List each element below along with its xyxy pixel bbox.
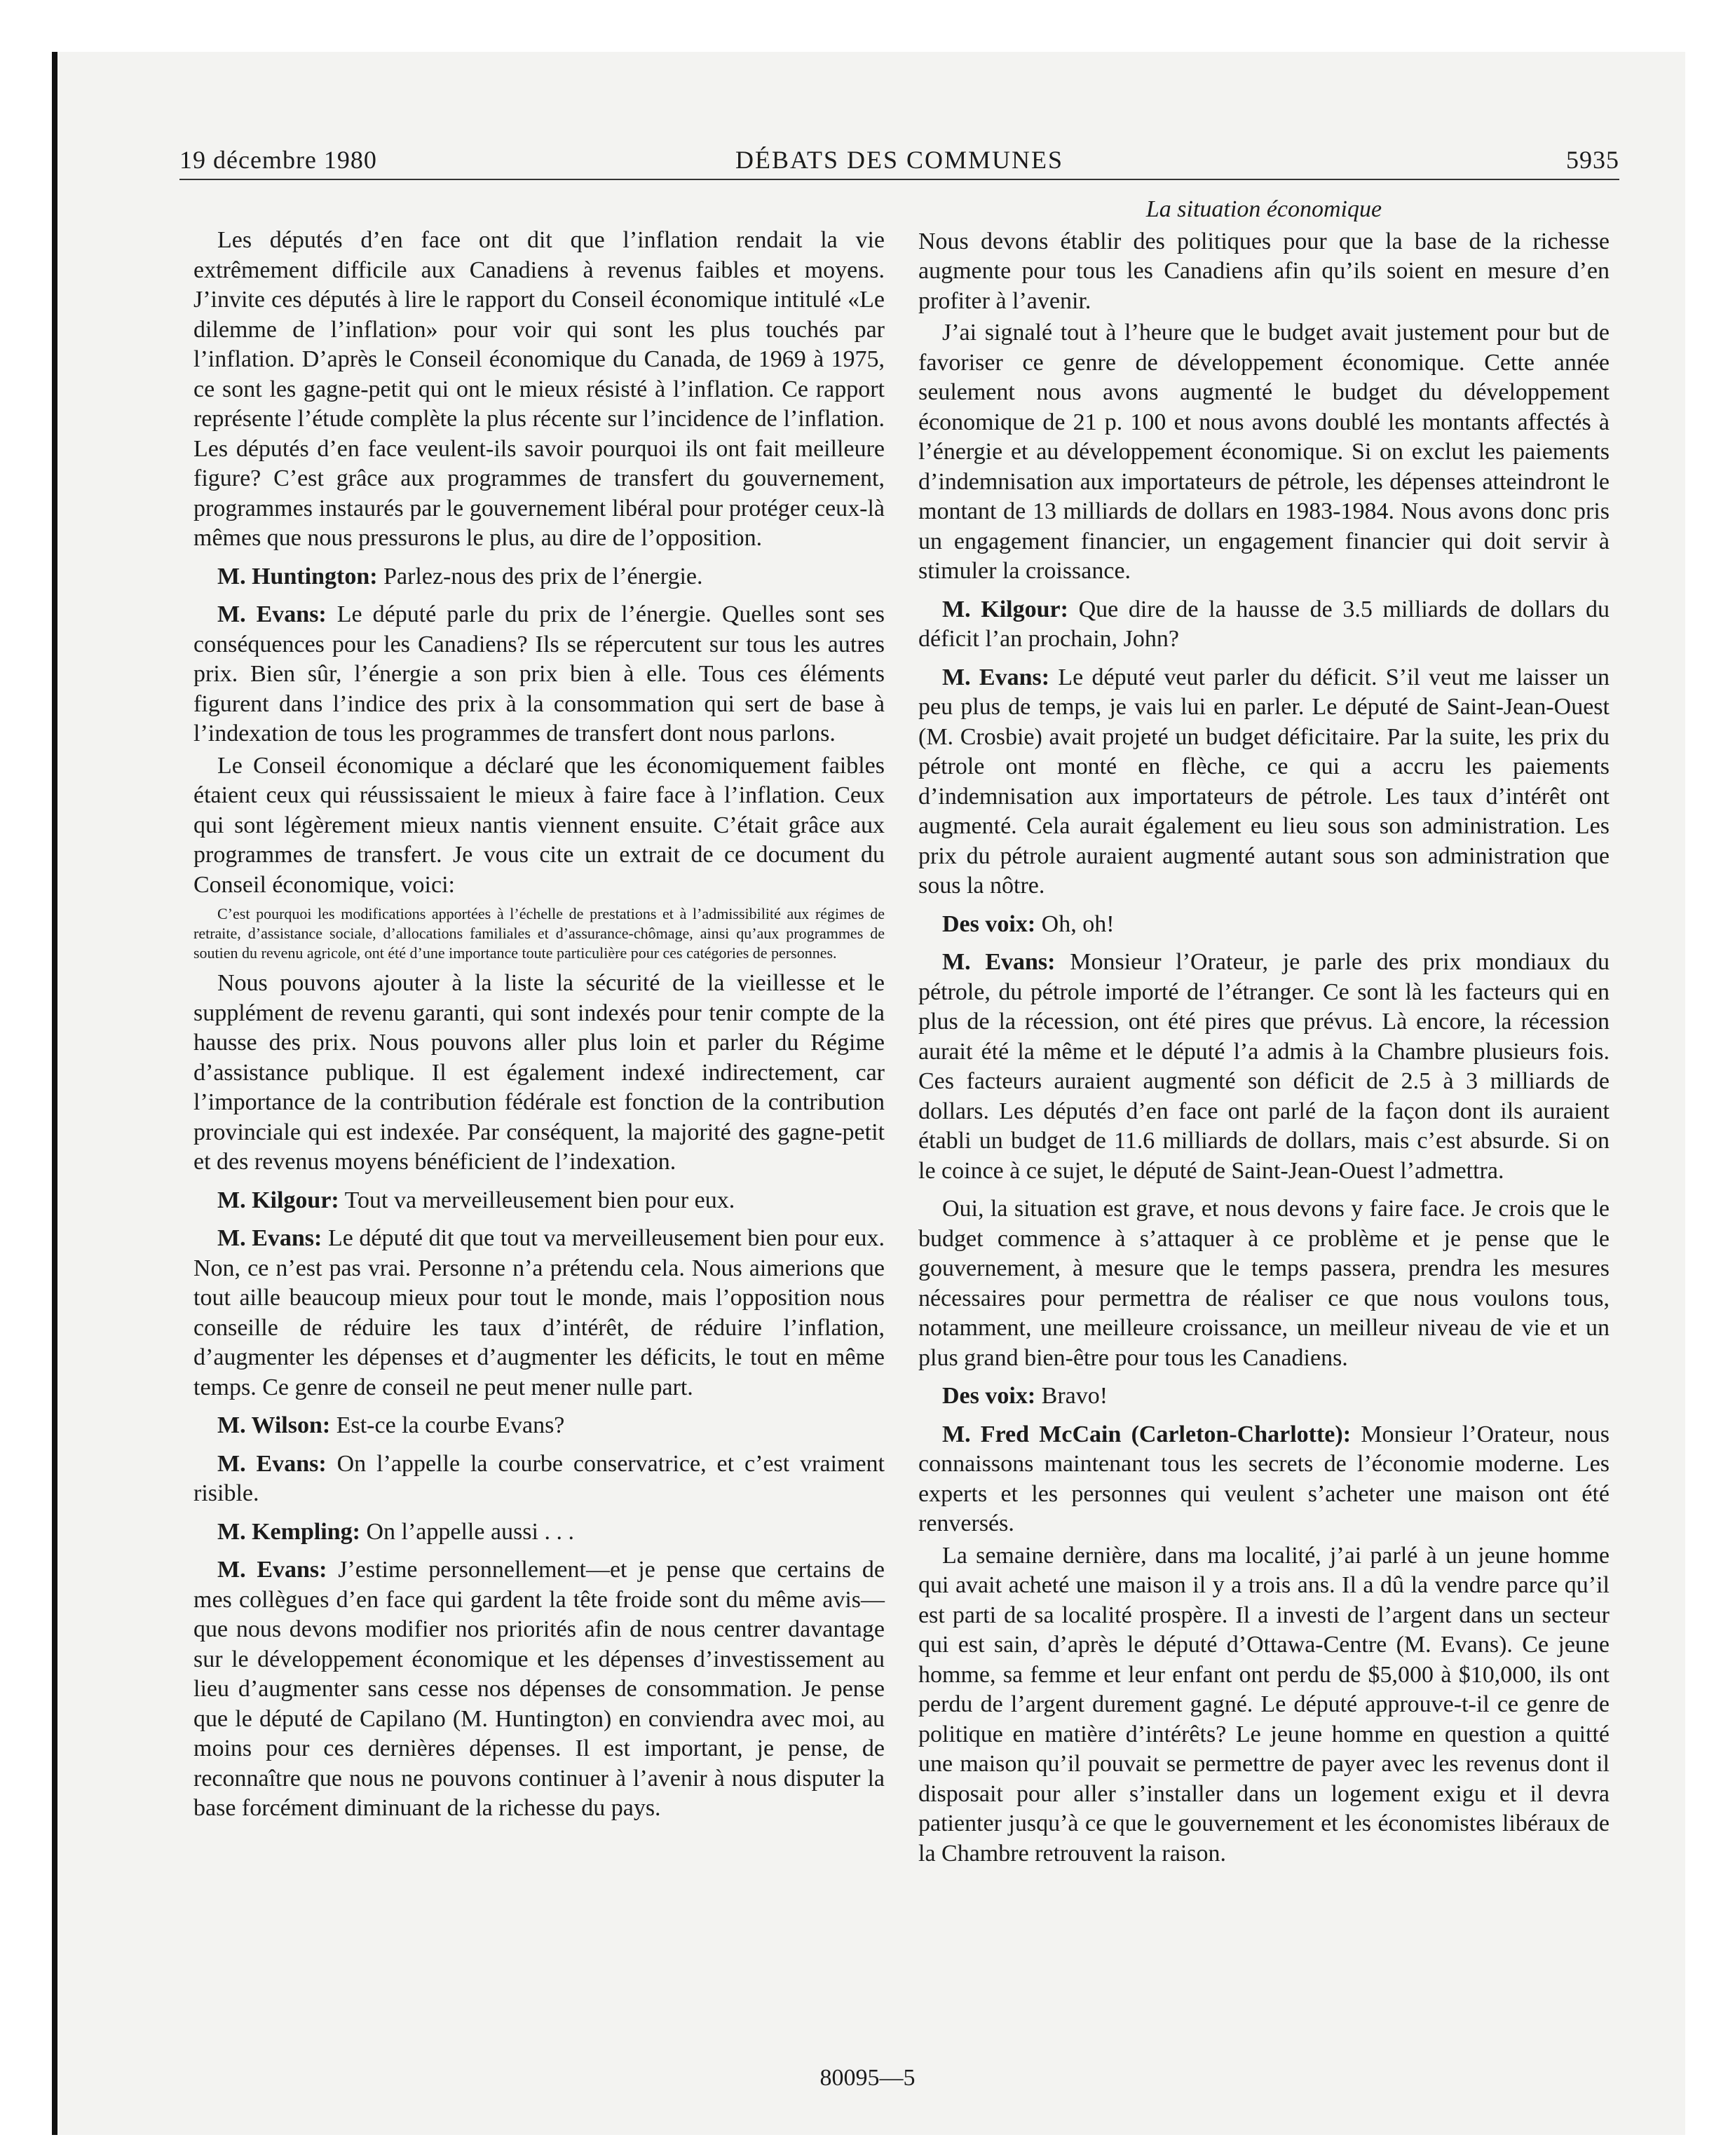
- speech: [918, 663, 1610, 901]
- speech-text: Monsieur l’Orateur, je parle des prix mondiaux du pétrole, du pétrole importé de l’étranger. Ce sont là les facteurs qui en plus de la récession, ont été pires que prévus. Là encore, la récession aurait été la même et le député l’a admis à la Chambre plusieurs fois. Ces facteurs auraient augmenté son déficit de 2.5 à 3 milliards de dollars. Les députés d’en face ont parlé de la façon dont ils auraient établi un budget de 11.6 milliards de dollars, mais c’est absurde. Si on le coince à ce sujet, le député de Saint-Jean-Ouest l’admettra.: [918, 949, 1610, 1184]
- speech: [193, 1449, 885, 1509]
- speaker-name: M. Evans:: [217, 1450, 327, 1477]
- paragraph: Nous devons établir des politiques pour que la base de la richesse augmente pour tous les Canadiens afin qu’ils soient en mesure d’en profiter à l’avenir.: [918, 228, 1610, 314]
- speaker-name: M. Evans:: [217, 1557, 327, 1583]
- speech-text: On l’appelle la courbe conservatrice, et c’est vraiment risible.: [193, 1450, 885, 1506]
- speech-text: Parlez-nous des prix de l’énergie.: [377, 563, 703, 589]
- speaker-name: M. Kilgour:: [942, 596, 1068, 622]
- paragraph: Les députés d’en face ont dit que l’inflation rendait la vie extrêmement difficile aux Canadiens à revenus faibles et moyens. J’invite ces députés à lire le rapport du Conseil économique intitulé «Le dilemme de l’inflation» pour voir qui sont les plus touchés par l’inflation. D’après le Conseil économique du Canada, de 1969 à 1975, ce sont les gagne-petit qui ont le mieux résisté à l’inflation. Ce rapport représente l’étude complète la plus récente sur l’incidence de l’inflation. Les députés d’en face veulent-ils savoir pourquoi ils ont fait meilleure figure? C’est grâce aux programmes de transfert du gouvernement, programmes instaurés par le gouvernement libéral pour protéger ceux-là mêmes que nous pressurons le plus, au dire de l’opposition.: [193, 227, 885, 551]
- speech-text: Tout va merveilleusement bien pour eux.: [339, 1187, 735, 1213]
- speaker-name: M. Fred McCain (Carleton-Charlotte):: [942, 1421, 1352, 1447]
- speech: [193, 1186, 885, 1216]
- speech-text: J’estime personnellement—et je pense que certains de mes collègues d’en face qui gardent la tête froide sont du même avis—que nous devons modifier nos priorités afin de nous centrer davantage sur le développement économique et les dépenses d’investissement au lieu d’augmenter sans cesse nos dépenses de consommation. Je pense que le député de Capilano (M. Huntington) en conviendra avec moi, au moins pour ces dernières dépenses. Il est important, je pense, de reconnaître que nous ne pouvons continuer à l’avenir à nous disputer la base forcément diminuant de la richesse du pays.: [193, 1557, 885, 1821]
- speech: [918, 948, 1610, 1186]
- speech: [918, 1420, 1610, 1539]
- running-title: La situation économique: [1145, 196, 1382, 222]
- speech-text: Que dire de la hausse de 3.5 milliards de dollars du déficit l’an prochain, John?: [918, 596, 1610, 652]
- paragraph: Le Conseil économique a déclaré que les économiquement faibles étaient ceux qui réussissaient le mieux à faire face à l’inflation. Ceux qui sont légèrement mieux nantis viennent ensuite. C’était grâce aux programmes de transfert. Je vous cite un extrait de ce document du Conseil économique, voici:: [193, 752, 885, 898]
- speech: [193, 1411, 885, 1441]
- paragraph: Oui, la situation est grave, et nous devons y faire face. Je crois que le budget commence à s’attaquer à ce problème et je pense que le gouvernement, à mesure que le temps passera, prendra les mesures nécessaires pour permettra de réaliser ce que nous voulons tous, notamment, une meilleure croissance, un meilleur niveau de vie et un plus grand bien-être pour tous les Canadiens.: [918, 1196, 1610, 1371]
- speech: [918, 1381, 1610, 1412]
- paragraph: J’ai signalé tout à l’heure que le budget avait justement pour but de favoriser ce genre de développement économique. Cette année seulement nous avons augmenté le budget du développement économique de 21 p. 100 et nous avons doublé les montants affectés à l’énergie et au développement économique. Si on exclut les paiements d’indemnisation aux importateurs de pétrole, les dépenses atteindront le montant de 13 milliards de dollars en 1983-1984. Nous avons donc pris un engagement financier, un engagement financier qui doit servir à stimuler la croissance.: [918, 320, 1610, 584]
- speech: [193, 600, 885, 749]
- right-column: [918, 195, 1610, 1869]
- speech: [918, 595, 1610, 655]
- speech: [193, 562, 885, 592]
- speaker-name: M. Evans:: [217, 1225, 322, 1251]
- speaker-name: M. Evans:: [942, 949, 1056, 975]
- speech-text: Bravo!: [1035, 1383, 1108, 1409]
- header-page-number: 5935: [1566, 146, 1619, 174]
- speech-text: Monsieur l’Orateur, nous connaissons maintenant tous les secrets de l’économie moderne. Les experts et les personnes qui veulent s’acheter une maison ont été renversés.: [918, 1421, 1610, 1536]
- speech-text: Le député dit que tout va merveilleusement bien pour eux. Non, ce n’est pas vrai. Personne n’a prétendu cela. Nous aimerions que tout aille beaucoup mieux pour tout le monde, mais l’opposition nous conseille de réduire les taux d’intérêt, de réduire l’inflation, d’augmenter les dépenses et d’augmenter les déficits, le tout en même temps. Ce genre de conseil ne peut mener nulle part.: [193, 1225, 885, 1400]
- speech: [918, 910, 1610, 940]
- speech: [193, 1517, 885, 1548]
- speaker-name: M. Kempling:: [217, 1518, 360, 1545]
- speaker-name: M. Wilson:: [217, 1412, 331, 1438]
- speaker-name: M. Evans:: [217, 601, 327, 627]
- block-quote: C’est pourquoi les modifications apportées à l’échelle de prestations et à l’admissibilité aux régimes de retraite, d’assistance sociale, d’allocations familiales et d’assurance-chômage, ainsi qu’aux programmes de soutien du revenu agricole, ont été d’une importance toute particulière pour ces catégories de personnes.: [193, 905, 885, 962]
- left-column: [193, 226, 885, 1824]
- speech-text: Le député veut parler du déficit. S’il veut me laisser un peu plus de temps, je vais lui en parler. Le député de Saint-Jean-Ouest (M. Crosbie) avait projeté un budget déficitaire. Par la suite, les prix du pétrole ont monté en flèche, ce qui a accru les paiements d’indemnisation aux importateurs de pétrole. Les taux d’intérêt ont augmenté. Cela aurait également eu lieu sous son administration. Les prix du pétrole auraient augmenté autant sous son administration que sous la nôtre.: [918, 664, 1610, 899]
- speaker-name: M. Huntington:: [217, 563, 378, 589]
- speech: [193, 1224, 885, 1403]
- speaker-name: Des voix:: [942, 910, 1036, 937]
- paragraph: La semaine dernière, dans ma localité, j’ai parlé à un jeune homme qui avait acheté une maison il y a trois ans. Il a dû la vendre parce qu’il est parti de sa localité prospère. Il a investi de l’argent dans un secteur qui est sain, d’après le député d’Ottawa-Centre (M. Evans). Ce jeune homme, sa femme et leur enfant ont perdu de $5,000 à $10,000, ils ont perdu de l’argent durement gagné. Le député approuve-t-il ce genre de politique en matière d’intérêts? Le jeune homme en question a quitté une maison qu’il pouvait se permettre de payer avec les revenus dont il disposait pour aller s’installer dans un logement exigu et il devra patienter jusqu’à ce que le gouvernement et les économistes libéraux de la Chambre retrouvent la raison.: [918, 1542, 1610, 1867]
- speaker-name: M. Evans:: [942, 664, 1050, 690]
- speech-text: Oh, oh!: [1035, 910, 1115, 937]
- speech-text: On l’appelle aussi . . .: [360, 1518, 574, 1545]
- page-footer-code: 80095—5: [819, 2065, 916, 2091]
- speaker-name: M. Kilgour:: [217, 1187, 339, 1213]
- speech-text: Est-ce la courbe Evans?: [330, 1412, 565, 1438]
- paragraph: Nous pouvons ajouter à la liste la sécurité de la vieillesse et le supplément de revenu garanti, qui sont indexés pour tenir compte de la hausse des prix. Nous pouvons aller plus loin et parler du Régime d’assistance publique. Il est également indexé indirectement, car l’importance de la contribution fédérale est fonction de la contribution provinciale qui est indexée. Par conséquent, la majorité des gagne-petit et des revenus moyens bénéficient de l’indexation.: [193, 970, 885, 1175]
- page-header: [179, 145, 1619, 180]
- speech-text: Le député parle du prix de l’énergie. Quelles sont ses conséquences pour les Canadiens? Ils se répercutent sur tous les autres prix. Bien sûr, l’énergie a son prix bien à elle. Tous ces éléments figurent dans l’indice des prix à la consommation qui sert de base à l’indexation de tous les programmes de transfert dont nous parlons.: [193, 601, 885, 746]
- speech: [193, 1555, 885, 1824]
- speaker-name: Des voix:: [942, 1383, 1036, 1409]
- header-date: 19 décembre 1980: [179, 146, 377, 174]
- header-title: DÉBATS DES COMMUNES: [735, 146, 1064, 174]
